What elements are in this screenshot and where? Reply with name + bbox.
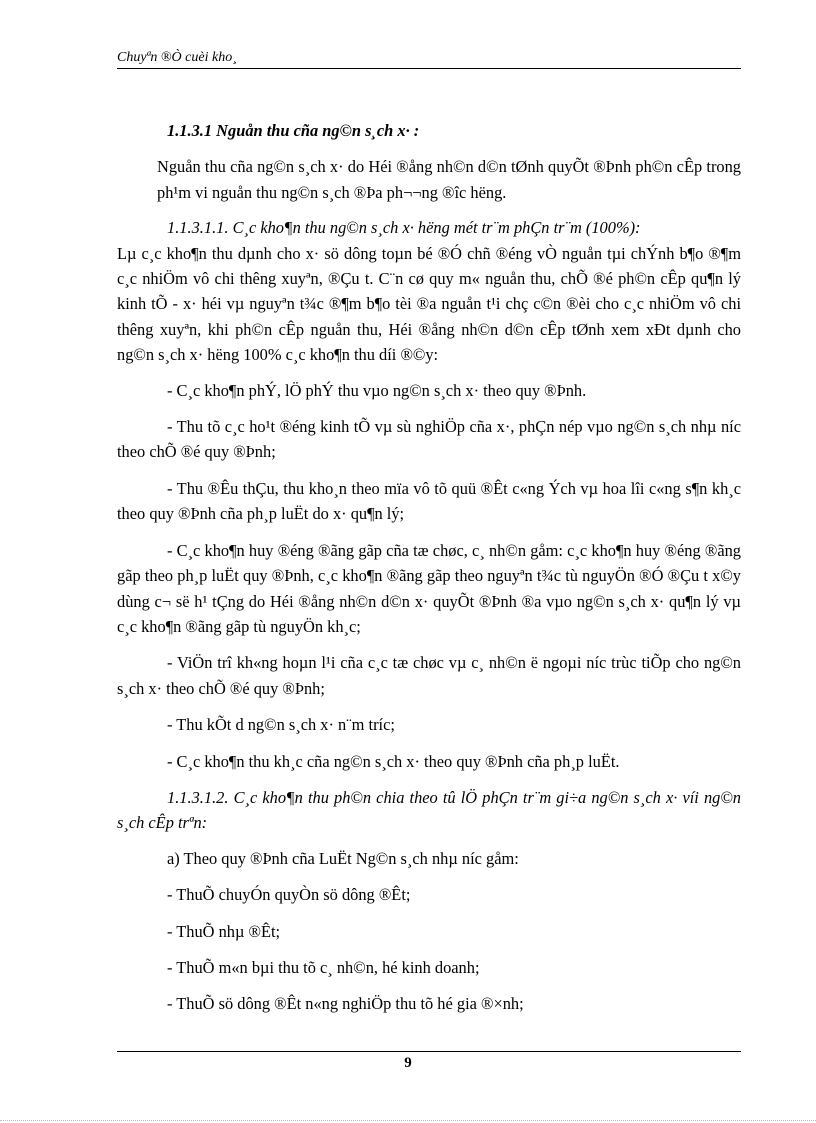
- sub1-item: - Thu tõ c¸c ho¹t ®éng kinh tÕ vµ sù nghiÖp cña x·, phÇn nép vµo ng©n s¸ch nhµ níc theo chÕ ®é quy ®Þnh;: [117, 417, 741, 462]
- intro-text: Nguån thu cña ng©n s¸ch x· do Héi ®ång nh©n d©n tØnh quyÕt ®Þnh ph©n cÊp trong ph¹m vi nguån thu ng©n s¸ch ®Þa ph¬¬ng ®îc hëng.: [157, 157, 741, 202]
- sub1-item: - Thu ®Êu thÇu, thu kho¸n theo mïa vô tõ quü ®Êt c«ng Ých vµ hoa lîi c«ng s¶n kh¸c theo quy ®Þnh cña ph¸p luËt do x· qu¶n lý;: [117, 478, 741, 524]
- page-number: 9: [404, 1055, 412, 1071]
- footer-rule: [117, 1051, 741, 1052]
- sub1-body: Lµ c¸c kho¶n thu dµnh cho x· sö dông toµn bé ®Ó chñ ®éng vÒ nguån tµi chÝnh b¶o ®¶m c¸c nhiÖm vô chi thêng xuyªn, ®Çu t. C¨n cø quy m« nguån thu, chÕ ®é ph©n cÊp qu¶n lý kinh tÕ - x· héi vµ nguyªn t¾c ®¶m b¶o tèi ®a nguån t¹i chç c©n ®èi cho c¸c nhiÖm vô chi thêng xuyªn, khi ph©n cÊp nguån thu, Héi ®ång nh©n d©n cÊp tØnh xem xÐt dµnh cho ng©n s¸ch x· hëng 100% c¸c kho¶n thu díi ®©y:: [117, 243, 741, 365]
- page-edge-divider: [0, 1120, 816, 1121]
- sub1-item: - Thu kÕt d ng©n s¸ch x· n¨m tríc;: [167, 715, 395, 735]
- sub2-item: - ThuÕ nhµ ®Êt;: [167, 921, 281, 941]
- sub2-heading: 1.1.3.1.2. C¸c kho¶n thu ph©n chia theo tû lÖ phÇn tr¨m gi÷a ng©n s¸ch x· víi ng©n s¸ch cÊp trªn:: [117, 787, 741, 833]
- sub1-item: - C¸c kho¶n huy ®éng ®ãng gãp cña tæ chøc, c¸ nh©n gåm: c¸c kho¶n huy ®éng ®ãng gãp theo ph¸p luËt quy ®Þnh, c¸c kho¶n ®ãng gãp theo nguyªn t¾c tù nguyÖn ®Ó ®Çu t x©y dùng c¬ së h¹ tÇng do Héi ®ång nh©n d©n x· quyÕt ®Þnh ®a vµo ng©n s¸ch x· qu¶n lý vµ c¸c kho¶n ®ãng gãp tù nguyÖn kh¸c;: [117, 540, 741, 636]
- sub2-lead: a) Theo quy ®Þnh cña LuËt Ng©n s¸ch nhµ níc gåm:: [167, 848, 519, 868]
- sub2-item: - ThuÕ m«n bµi thu tõ c¸ nh©n, hé kinh doanh;: [167, 957, 480, 977]
- sub1-item: - ViÖn trî kh«ng hoµn l¹i cña c¸c tæ chøc vµ c¸ nh©n ë ngoµi níc trùc tiÕp cho ng©n s¸ch x· theo chÕ ®é quy ®Þnh;: [117, 653, 741, 698]
- sub1-item: - C¸c kho¶n thu kh¸c cña ng©n s¸ch x· theo quy ®Þnh cña ph¸p luËt.: [167, 751, 620, 771]
- sub2-item: - ThuÕ chuyÓn quyÒn sö dông ®Êt;: [167, 885, 411, 905]
- sub2-item: - ThuÕ sö dông ®Êt n«ng nghiÖp thu tõ hé gia ®×nh;: [167, 994, 524, 1014]
- section-heading: 1.1.3.1 Nguån thu cña ng©n s¸ch x· :: [167, 121, 420, 140]
- page-body: [117, 118, 741, 1028]
- header-rule: [117, 68, 741, 69]
- sub1-heading: 1.1.3.1.1. C¸c kho¶n thu ng©n s¸ch x· hëng mét tr¨m phÇn tr¨m (100%):: [167, 218, 641, 238]
- sub1-item: - C¸c kho¶n phÝ, lÖ phÝ thu vµo ng©n s¸ch x· theo quy ®Þnh.: [167, 380, 587, 400]
- intro-paragraph: [157, 154, 741, 205]
- running-header: Chuyªn ®Ò cuèi kho¸: [117, 50, 237, 65]
